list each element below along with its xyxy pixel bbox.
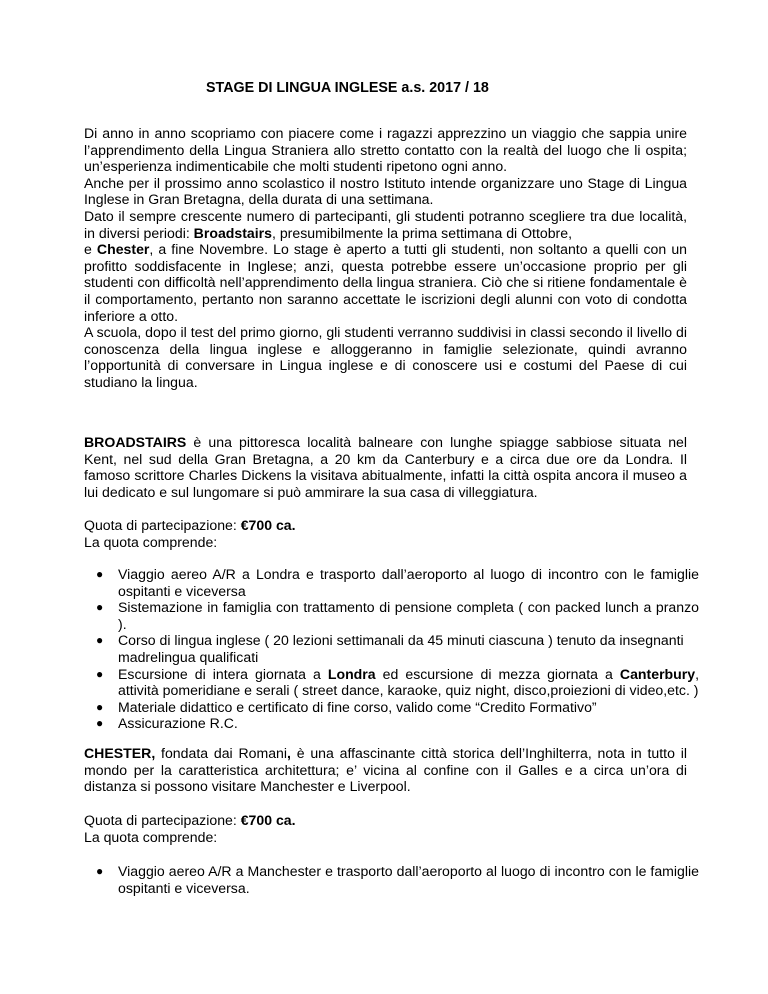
- list-item-text: Viaggio aereo A/R a Londra e trasporto dall’aeroporto al luogo di incontro con le famiglie ospitanti e viceversa: [118, 566, 699, 599]
- bullet-icon: ●: [96, 567, 104, 581]
- broadstairs-heading: BROADSTAIRS: [84, 434, 187, 450]
- intro-paragraph-2: Anche per il prossimo anno scolastico il nostro Istituto intende organizzare uno Stage di Lingua Inglese in Gran Bretagna, della durata di una settimana.: [84, 174, 687, 208]
- chester-desc-b: è una affascinante città storica dell’Inghilterra, nota in tutto il mondo per la caratteristica architettura; e’ vicina al confine con il Galles e a circa un’ora di distanza si possono visitare Manchester e Liverpool.: [84, 745, 687, 795]
- broadstairs-quota-line: [84, 517, 687, 534]
- item4-text-a: Escursione di intera giornata a: [118, 665, 328, 682]
- intro-paragraph-3: [84, 208, 687, 241]
- broadstairs-bold: Broadstairs: [193, 224, 272, 241]
- bullet-icon: ●: [96, 864, 104, 878]
- broadstairs-includes-label: La quota comprende:: [84, 533, 218, 550]
- chester-bold: Chester: [96, 241, 150, 258]
- item4-text-b: ed escursione di mezza giornata a: [375, 665, 620, 682]
- bullet-icon: ●: [96, 666, 104, 681]
- quota-value: €700 ca.: [240, 812, 296, 828]
- chester-quota-line: [84, 812, 687, 829]
- bullet-icon: ●: [96, 699, 104, 714]
- list-item-text: Viaggio aereo A/R a Manchester e trasporto dall’aeroporto al luogo di incontro con le famiglie ospitanti e viceversa.: [118, 863, 699, 896]
- intro-p3-text-end: , presumibilmente la prima settimana di Ottobre,: [272, 224, 573, 241]
- list-item-text: Assicurazione R.C.: [118, 715, 238, 732]
- chester-includes-list: [92, 863, 699, 896]
- list-item-text: Materiale didattico e certificato di fine corso, valido come “Credito Formativo”: [118, 698, 597, 715]
- londra-bold: Londra: [327, 665, 376, 682]
- list-item: [92, 599, 699, 632]
- bullet-icon: ●: [96, 633, 104, 648]
- page-title: STAGE DI LINGUA INGLESE a.s. 2017 / 18: [206, 80, 489, 96]
- list-item: [92, 699, 699, 716]
- broadstairs-desc-text: è una pittoresca località balneare con lunghe spiagge sabbiose situata nel Kent, nel sud della Gran Bretagna, a 20 km da Canterbury e a circa due ore da Londra. Il famoso scrittore Charles Dickens la visitava abitualmente, infatti la città ospita ancora il museo a lui dedicato e sul lungomare si può ammirare la sua casa di villeggiatura.: [84, 434, 687, 500]
- chester-desc-a: fondata dai Romani: [155, 745, 288, 761]
- list-item: [92, 632, 699, 665]
- intro-p4-text: e: [84, 241, 97, 258]
- intro-p4-text-end: , a fine Novembre. Lo stage è aperto a tutti gli studenti, non soltanto a quelli con un profitto soddisfacente in Inglese; anzi, questa potrebbe essere un’occasione proprio per gli studenti con difficoltà nell’apprendimento della lingua straniera. Ciò che si ritiene fondamentale è il comportamento, pertanto non saranno accettate le iscrizioni degli alunni con voto di condotta inferiore a otto.: [84, 241, 687, 324]
- chester-description: [84, 745, 687, 795]
- intro-paragraph-5: A scuola, dopo il test del primo giorno, gli studenti verranno suddivisi in classi secondo il livello di conoscenza della lingua inglese e alloggeranno in famiglie selezionate, quindi avranno l’opportunità di conversare in Lingua inglese e di conoscere usi e costumi del Paese di cui studiano la lingua.: [84, 324, 687, 390]
- intro-paragraph-1: Di anno in anno scopriamo con piacere come i ragazzi apprezzino un viaggio che sappia unire l’apprendimento della Lingua Straniera allo stretto contatto con la realtà del luogo che li ospita; un’esperienza indimenticabile che molti studenti ripetono ogni anno.: [84, 125, 687, 175]
- list-item: [92, 666, 699, 699]
- bullet-icon: ●: [96, 716, 104, 731]
- chester-section: [84, 745, 687, 795]
- list-item: [92, 863, 699, 896]
- chester-quota: [84, 812, 687, 845]
- broadstairs-quota: [84, 517, 687, 550]
- list-item: [92, 715, 699, 732]
- list-item-text: Sistemazione in famiglia con trattamento di pensione completa ( con packed lunch a pranzo ).: [118, 599, 699, 632]
- intro-paragraph-4: [84, 241, 687, 324]
- broadstairs-section: [84, 434, 687, 500]
- list-item-text: Corso di lingua inglese ( 20 lezioni settimanali da 45 minuti ciascuna ) tenuto da insegnanti madrelingua qualificati: [118, 632, 684, 665]
- chester-heading: CHESTER,: [84, 745, 156, 761]
- item4-text-c: , attività pomeridiane e serali ( street dance, karaoke, quiz night, disco,proiezioni di video,etc. ): [118, 665, 700, 699]
- quota-value: €700 ca.: [240, 517, 296, 533]
- broadstairs-description: [84, 434, 687, 500]
- intro-p3-text: Dato il sempre crescente numero di partecipanti, gli studenti potranno scegliere tra due località, in diversi periodi:: [84, 207, 687, 241]
- canterbury-bold: Canterbury: [619, 665, 696, 682]
- broadstairs-includes-list: [92, 566, 699, 732]
- quota-label: Quota di partecipazione:: [84, 812, 241, 828]
- intro-section: [84, 125, 687, 391]
- list-item-text: [118, 666, 699, 699]
- chester-includes-label: La quota comprende:: [84, 828, 218, 845]
- bullet-icon: ●: [96, 600, 104, 615]
- quota-label: Quota di partecipazione:: [84, 517, 241, 533]
- chester-bold-comma: ,: [287, 745, 291, 761]
- list-item: [92, 566, 699, 599]
